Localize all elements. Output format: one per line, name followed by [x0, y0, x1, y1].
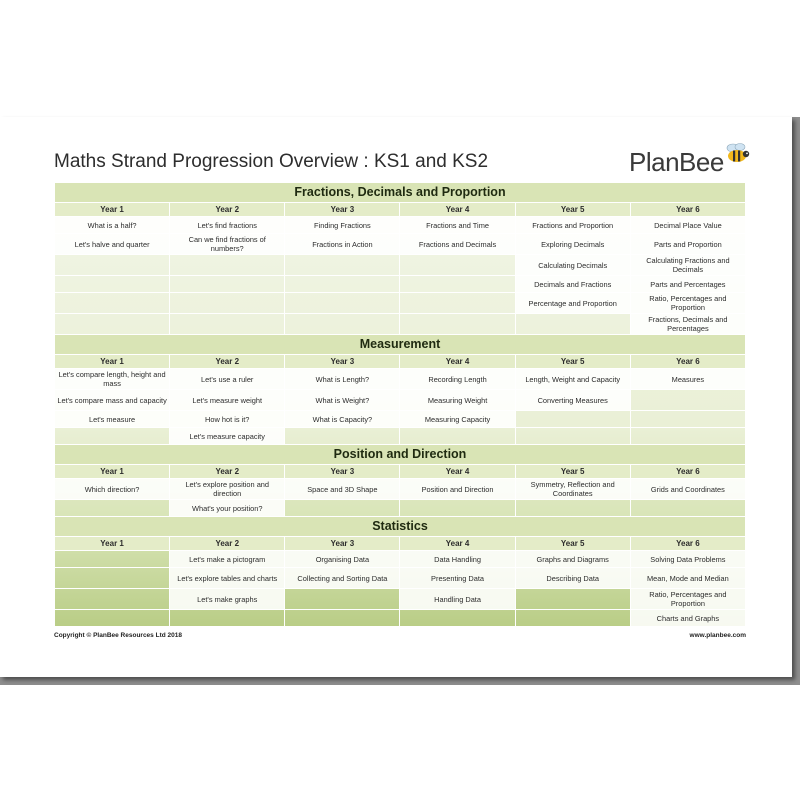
table-cell: Parts and Percentages [630, 276, 745, 293]
table-cell: Data Handling [400, 551, 515, 568]
table-cell [630, 500, 745, 517]
table-cell [630, 411, 745, 428]
planbee-logo: PlanBee [629, 147, 724, 177]
table-cell: Let's use a ruler [170, 369, 285, 390]
table-cell: What is Capacity? [285, 411, 400, 428]
table-cell: Finding Fractions [285, 217, 400, 234]
table-cell: Converting Measures [515, 390, 630, 411]
table-cell: Let's measure weight [170, 390, 285, 411]
table-cell [630, 428, 745, 445]
table-cell: What is a half? [55, 217, 170, 234]
section-title: Position and Direction [55, 445, 746, 465]
year-header: Year 2 [170, 203, 285, 217]
year-header: Year 2 [170, 355, 285, 369]
table-cell: Recording Length [400, 369, 515, 390]
table-cell: Fractions and Decimals [400, 234, 515, 255]
table-cell: Space and 3D Shape [285, 479, 400, 500]
document-frame [0, 117, 800, 685]
table-cell [55, 551, 170, 568]
table-cell: Decimal Place Value [630, 217, 745, 234]
table-cell [515, 589, 630, 610]
table-cell: Fractions, Decimals and Percentages [630, 314, 745, 335]
table-cell: Let's explore position and direction [170, 479, 285, 500]
table-cell: Ratio, Percentages and Proportion [630, 589, 745, 610]
table-cell [55, 314, 170, 335]
table-cell: Describing Data [515, 568, 630, 589]
table-cell: Let's find fractions [170, 217, 285, 234]
year-header: Year 1 [55, 537, 170, 551]
table-cell [285, 610, 400, 627]
table-cell [55, 293, 170, 314]
table-cell: Parts and Proportion [630, 234, 745, 255]
table-cell: Handling Data [400, 589, 515, 610]
table-cell: Symmetry, Reflection and Coordinates [515, 479, 630, 500]
table-cell: Measuring Weight [400, 390, 515, 411]
year-header: Year 4 [400, 355, 515, 369]
table-cell [515, 610, 630, 627]
table-cell: Percentage and Proportion [515, 293, 630, 314]
table-cell: Let's make a pictogram [170, 551, 285, 568]
table-cell: Measuring Capacity [400, 411, 515, 428]
table-cell: What is Weight? [285, 390, 400, 411]
table-cell [285, 428, 400, 445]
website-link[interactable]: www.planbee.com [689, 632, 746, 639]
table-cell [55, 276, 170, 293]
copyright-notice: Copyright © PlanBee Resources Ltd 2018 [54, 632, 182, 639]
year-header: Year 5 [515, 537, 630, 551]
year-header: Year 2 [170, 537, 285, 551]
table-cell: Grids and Coordinates [630, 479, 745, 500]
table-cell [55, 568, 170, 589]
year-header: Year 3 [285, 537, 400, 551]
table-cell [285, 500, 400, 517]
table-cell: Fractions and Time [400, 217, 515, 234]
year-header: Year 6 [630, 355, 745, 369]
table-cell [285, 314, 400, 335]
table-cell [400, 255, 515, 276]
section-title: Statistics [55, 517, 746, 537]
table-cell: Presenting Data [400, 568, 515, 589]
table-cell [285, 293, 400, 314]
table-cell: Measures [630, 369, 745, 390]
table-cell: Mean, Mode and Median [630, 568, 745, 589]
progression-table [54, 182, 746, 627]
table-cell: Length, Weight and Capacity [515, 369, 630, 390]
table-cell: Let's halve and quarter [55, 234, 170, 255]
table-cell [55, 610, 170, 627]
table-cell [515, 411, 630, 428]
page-title: Maths Strand Progression Overview : KS1 and KS2 [54, 151, 489, 172]
table-cell: Solving Data Problems [630, 551, 745, 568]
year-header: Year 2 [170, 465, 285, 479]
table-cell [285, 276, 400, 293]
table-cell: Calculating Fractions and Decimals [630, 255, 745, 276]
table-cell: What's your position? [170, 500, 285, 517]
table-cell [285, 589, 400, 610]
table-cell [55, 428, 170, 445]
table-cell: Organising Data [285, 551, 400, 568]
table-cell [55, 500, 170, 517]
year-header: Year 3 [285, 203, 400, 217]
bee-icon [722, 141, 752, 165]
table-cell: Fractions in Action [285, 234, 400, 255]
year-header: Year 1 [55, 355, 170, 369]
table-cell [170, 255, 285, 276]
table-cell: Let's measure capacity [170, 428, 285, 445]
year-header: Year 5 [515, 465, 630, 479]
table-cell: What is Length? [285, 369, 400, 390]
table-cell: Charts and Graphs [630, 610, 745, 627]
table-cell [400, 276, 515, 293]
year-header: Year 5 [515, 203, 630, 217]
table-cell: Calculating Decimals [515, 255, 630, 276]
year-header: Year 1 [55, 203, 170, 217]
table-cell: Exploring Decimals [515, 234, 630, 255]
table-cell [285, 255, 400, 276]
table-cell: Decimals and Fractions [515, 276, 630, 293]
year-header: Year 1 [55, 465, 170, 479]
table-cell: Let's compare length, height and mass [55, 369, 170, 390]
table-cell: Let's explore tables and charts [170, 568, 285, 589]
table-cell: Which direction? [55, 479, 170, 500]
table-cell: Position and Direction [400, 479, 515, 500]
table-cell [400, 610, 515, 627]
table-cell: Fractions and Proportion [515, 217, 630, 234]
table-cell [400, 314, 515, 335]
year-header: Year 4 [400, 537, 515, 551]
table-cell: How hot is it? [170, 411, 285, 428]
table-cell [400, 428, 515, 445]
table-cell: Let's measure [55, 411, 170, 428]
year-header: Year 6 [630, 465, 745, 479]
year-header: Year 6 [630, 203, 745, 217]
table-cell [515, 500, 630, 517]
table-cell: Graphs and Diagrams [515, 551, 630, 568]
table-cell [55, 255, 170, 276]
year-header: Year 3 [285, 355, 400, 369]
year-header: Year 5 [515, 355, 630, 369]
section-title: Measurement [55, 335, 746, 355]
year-header: Year 3 [285, 465, 400, 479]
table-cell: Can we find fractions of numbers? [170, 234, 285, 255]
table-cell: Let's compare mass and capacity [55, 390, 170, 411]
table-cell [515, 314, 630, 335]
table-cell [170, 293, 285, 314]
table-cell [400, 293, 515, 314]
table-cell [515, 428, 630, 445]
table-cell [170, 610, 285, 627]
document-sheet [0, 117, 792, 677]
table-cell [55, 589, 170, 610]
year-header: Year 4 [400, 465, 515, 479]
section-title: Fractions, Decimals and Proportion [55, 183, 746, 203]
table-cell: Ratio, Percentages and Proportion [630, 293, 745, 314]
table-cell [170, 276, 285, 293]
year-header: Year 6 [630, 537, 745, 551]
table-cell [400, 500, 515, 517]
table-cell [170, 314, 285, 335]
year-header: Year 4 [400, 203, 515, 217]
table-cell [630, 390, 745, 411]
table-cell: Collecting and Sorting Data [285, 568, 400, 589]
table-cell: Let's make graphs [170, 589, 285, 610]
